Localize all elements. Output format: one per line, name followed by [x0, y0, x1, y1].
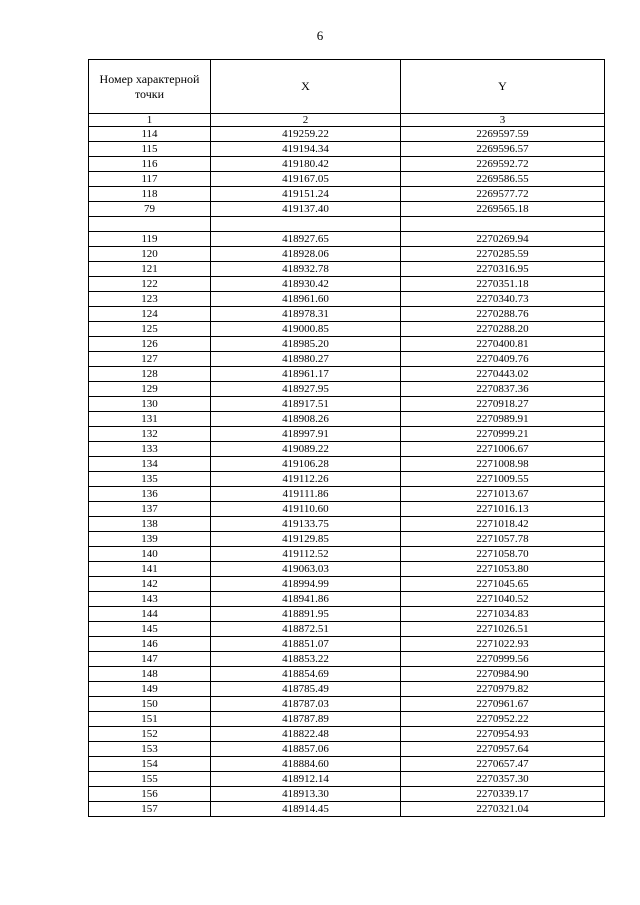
cell-x: 419112.52 [211, 547, 401, 562]
cell-y: 2271045.65 [401, 577, 605, 592]
cell-x: 418912.14 [211, 772, 401, 787]
cell-x: 419137.40 [211, 202, 401, 217]
cell-x: 418941.86 [211, 592, 401, 607]
cell-point-number: 122 [89, 277, 211, 292]
cell-x: 419167.05 [211, 172, 401, 187]
table-row [89, 262, 605, 277]
cell-y: 2270409.76 [401, 352, 605, 367]
table-row [89, 352, 605, 367]
table-row [89, 292, 605, 307]
header-y: Y [401, 60, 605, 114]
table-row [89, 127, 605, 142]
cell-y: 2271057.78 [401, 532, 605, 547]
cell-point-number: 114 [89, 127, 211, 142]
cell-x: 418927.65 [211, 232, 401, 247]
cell-y: 2270961.67 [401, 697, 605, 712]
cell-point-number: 144 [89, 607, 211, 622]
page-number: 6 [316, 28, 324, 43]
cell-y: 2271053.80 [401, 562, 605, 577]
cell-y: 2270339.17 [401, 787, 605, 802]
cell-y: 2270999.21 [401, 427, 605, 442]
cell-y: 2270952.22 [401, 712, 605, 727]
cell-y: 2270954.93 [401, 727, 605, 742]
cell-point-number: 149 [89, 682, 211, 697]
cell-x: 418857.06 [211, 742, 401, 757]
table-body-top [89, 127, 605, 217]
cell-x: 418822.48 [211, 727, 401, 742]
cell-point-number: 140 [89, 547, 211, 562]
cell-x: 419089.22 [211, 442, 401, 457]
cell-point-number: 126 [89, 337, 211, 352]
table-row [89, 787, 605, 802]
table-row [89, 502, 605, 517]
cell-x: 418928.06 [211, 247, 401, 262]
table-row [89, 637, 605, 652]
cell-y: 2271026.51 [401, 622, 605, 637]
cell-y: 2270657.47 [401, 757, 605, 772]
table-row [89, 547, 605, 562]
table-row [89, 397, 605, 412]
cell-point-number: 118 [89, 187, 211, 202]
cell-point-number: 128 [89, 367, 211, 382]
table-row [89, 667, 605, 682]
empty-cell [211, 217, 401, 232]
cell-point-number: 132 [89, 427, 211, 442]
cell-y: 2270979.82 [401, 682, 605, 697]
table-row [89, 592, 605, 607]
cell-x: 418854.69 [211, 667, 401, 682]
cell-point-number: 131 [89, 412, 211, 427]
cell-point-number: 136 [89, 487, 211, 502]
cell-y: 2270443.02 [401, 367, 605, 382]
cell-point-number: 153 [89, 742, 211, 757]
cell-y: 2271009.55 [401, 472, 605, 487]
cell-point-number: 151 [89, 712, 211, 727]
table-row [89, 697, 605, 712]
coordinates-table [88, 59, 605, 817]
cell-x: 419111.86 [211, 487, 401, 502]
table-row [89, 412, 605, 427]
cell-x: 418913.30 [211, 787, 401, 802]
cell-point-number: 116 [89, 157, 211, 172]
cell-point-number: 157 [89, 802, 211, 817]
cell-point-number: 134 [89, 457, 211, 472]
table-row [89, 457, 605, 472]
cell-y: 2270340.73 [401, 292, 605, 307]
header-point-number: Номер характерной точки [89, 60, 211, 114]
cell-y: 2271006.67 [401, 442, 605, 457]
table-row [89, 607, 605, 622]
cell-x: 418914.45 [211, 802, 401, 817]
cell-y: 2269565.18 [401, 202, 605, 217]
cell-point-number: 121 [89, 262, 211, 277]
cell-y: 2270989.91 [401, 412, 605, 427]
cell-point-number: 119 [89, 232, 211, 247]
cell-point-number: 127 [89, 352, 211, 367]
table-row [89, 337, 605, 352]
cell-x: 419151.24 [211, 187, 401, 202]
cell-y: 2269596.57 [401, 142, 605, 157]
cell-y: 2270957.64 [401, 742, 605, 757]
table-row [89, 727, 605, 742]
cell-x: 418787.89 [211, 712, 401, 727]
table-row [89, 532, 605, 547]
table-row [89, 622, 605, 637]
table-row [89, 712, 605, 727]
table-row [89, 487, 605, 502]
cell-x: 419259.22 [211, 127, 401, 142]
table-row [89, 742, 605, 757]
table-row [89, 442, 605, 457]
cell-y: 2270400.81 [401, 337, 605, 352]
cell-x: 418917.51 [211, 397, 401, 412]
cell-x: 419194.34 [211, 142, 401, 157]
cell-point-number: 155 [89, 772, 211, 787]
cell-point-number: 115 [89, 142, 211, 157]
cell-x: 419106.28 [211, 457, 401, 472]
cell-y: 2271034.83 [401, 607, 605, 622]
table-row [89, 802, 605, 817]
cell-point-number: 150 [89, 697, 211, 712]
table-row [89, 427, 605, 442]
cell-y: 2271013.67 [401, 487, 605, 502]
cell-x: 418932.78 [211, 262, 401, 277]
cell-y: 2271058.70 [401, 547, 605, 562]
header-row [89, 60, 605, 114]
cell-y: 2269592.72 [401, 157, 605, 172]
cell-y: 2269597.59 [401, 127, 605, 142]
cell-point-number: 152 [89, 727, 211, 742]
table-body-bottom [89, 232, 605, 817]
table-row [89, 562, 605, 577]
cell-point-number: 137 [89, 502, 211, 517]
cell-y: 2271022.93 [401, 637, 605, 652]
cell-point-number: 120 [89, 247, 211, 262]
cell-y: 2270999.56 [401, 652, 605, 667]
cell-point-number: 138 [89, 517, 211, 532]
cell-x: 418853.22 [211, 652, 401, 667]
cell-point-number: 141 [89, 562, 211, 577]
cell-point-number: 123 [89, 292, 211, 307]
table-row [89, 472, 605, 487]
cell-x: 418785.49 [211, 682, 401, 697]
cell-x: 418908.26 [211, 412, 401, 427]
cell-x: 419180.42 [211, 157, 401, 172]
cell-point-number: 139 [89, 532, 211, 547]
empty-row [89, 217, 605, 232]
cell-x: 419129.85 [211, 532, 401, 547]
cell-point-number: 129 [89, 382, 211, 397]
cell-x: 418961.60 [211, 292, 401, 307]
cell-point-number: 79 [89, 202, 211, 217]
column-number-1: 1 [89, 114, 211, 127]
cell-x: 418884.60 [211, 757, 401, 772]
table-row [89, 157, 605, 172]
cell-x: 419063.03 [211, 562, 401, 577]
table-row [89, 247, 605, 262]
cell-x: 418787.03 [211, 697, 401, 712]
table-row [89, 322, 605, 337]
cell-y: 2269577.72 [401, 187, 605, 202]
empty-cell [401, 217, 605, 232]
cell-point-number: 133 [89, 442, 211, 457]
cell-point-number: 145 [89, 622, 211, 637]
cell-x: 419112.26 [211, 472, 401, 487]
cell-point-number: 117 [89, 172, 211, 187]
cell-y: 2270285.59 [401, 247, 605, 262]
table-row [89, 757, 605, 772]
cell-y: 2270837.36 [401, 382, 605, 397]
column-number-2: 2 [211, 114, 401, 127]
cell-y: 2269586.55 [401, 172, 605, 187]
cell-point-number: 146 [89, 637, 211, 652]
cell-y: 2270288.76 [401, 307, 605, 322]
table-row [89, 187, 605, 202]
cell-y: 2270351.18 [401, 277, 605, 292]
table-row [89, 772, 605, 787]
cell-y: 2270918.27 [401, 397, 605, 412]
cell-y: 2270269.94 [401, 232, 605, 247]
table-row [89, 202, 605, 217]
cell-point-number: 156 [89, 787, 211, 802]
table-row [89, 652, 605, 667]
cell-y: 2270321.04 [401, 802, 605, 817]
table-row [89, 517, 605, 532]
cell-y: 2270984.90 [401, 667, 605, 682]
cell-x: 418985.20 [211, 337, 401, 352]
column-number-row [89, 114, 605, 127]
column-number-3: 3 [401, 114, 605, 127]
cell-point-number: 147 [89, 652, 211, 667]
cell-y: 2270357.30 [401, 772, 605, 787]
table-row [89, 382, 605, 397]
cell-x: 418927.95 [211, 382, 401, 397]
cell-point-number: 142 [89, 577, 211, 592]
cell-y: 2271040.52 [401, 592, 605, 607]
cell-x: 418980.27 [211, 352, 401, 367]
cell-x: 418997.91 [211, 427, 401, 442]
cell-x: 418961.17 [211, 367, 401, 382]
cell-x: 419133.75 [211, 517, 401, 532]
cell-y: 2270288.20 [401, 322, 605, 337]
table-row [89, 577, 605, 592]
cell-point-number: 143 [89, 592, 211, 607]
table-row [89, 682, 605, 697]
cell-y: 2270316.95 [401, 262, 605, 277]
header-x: X [211, 60, 401, 114]
table-gap [89, 217, 605, 232]
cell-x: 418994.99 [211, 577, 401, 592]
cell-x: 418851.07 [211, 637, 401, 652]
table-row [89, 367, 605, 382]
cell-point-number: 125 [89, 322, 211, 337]
cell-x: 418930.42 [211, 277, 401, 292]
cell-point-number: 154 [89, 757, 211, 772]
cell-x: 419000.85 [211, 322, 401, 337]
table-row [89, 142, 605, 157]
table-row [89, 277, 605, 292]
cell-point-number: 135 [89, 472, 211, 487]
cell-x: 419110.60 [211, 502, 401, 517]
cell-y: 2271008.98 [401, 457, 605, 472]
cell-x: 418891.95 [211, 607, 401, 622]
empty-cell [89, 217, 211, 232]
cell-point-number: 130 [89, 397, 211, 412]
table-row [89, 232, 605, 247]
table-row [89, 307, 605, 322]
table-row [89, 172, 605, 187]
cell-y: 2271018.42 [401, 517, 605, 532]
cell-x: 418872.51 [211, 622, 401, 637]
cell-point-number: 148 [89, 667, 211, 682]
cell-point-number: 124 [89, 307, 211, 322]
cell-y: 2271016.13 [401, 502, 605, 517]
cell-x: 418978.31 [211, 307, 401, 322]
